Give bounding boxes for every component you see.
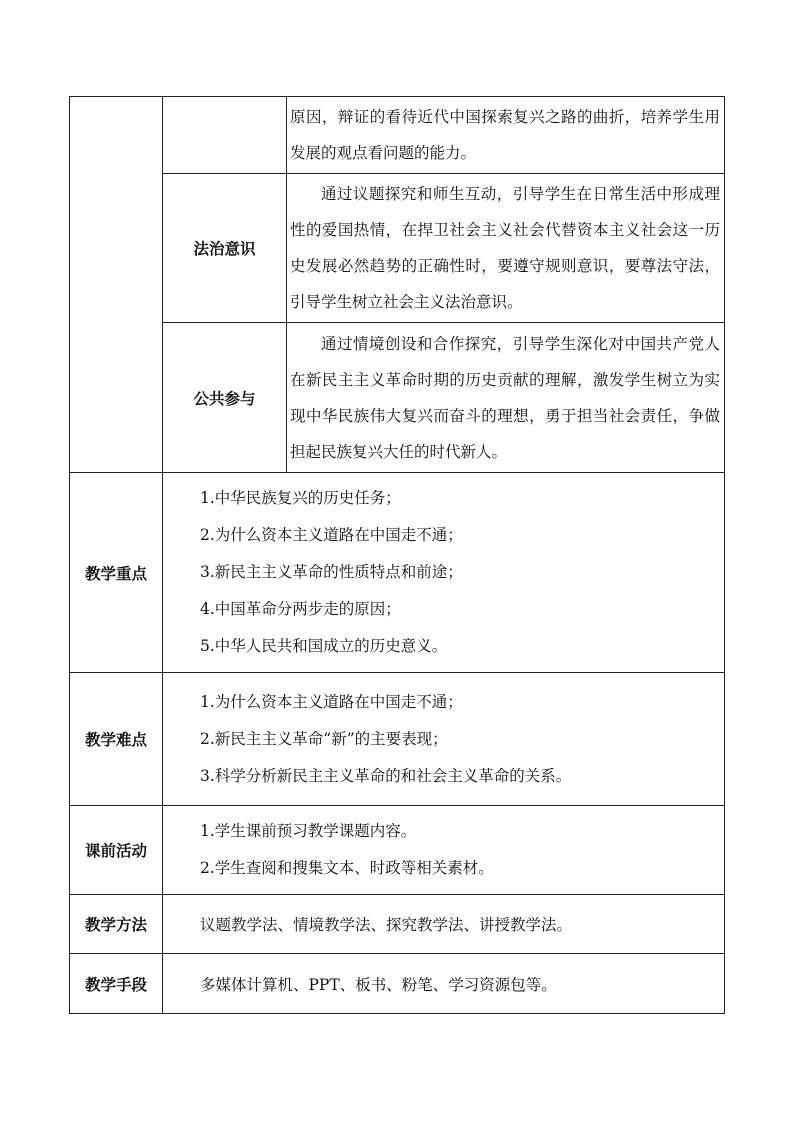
empty-category-cell xyxy=(70,97,163,473)
table-row xyxy=(70,673,725,806)
table-row xyxy=(70,174,725,323)
difficulties-list xyxy=(163,673,725,806)
list-item: 4.中国革命分两步走的原因； xyxy=(200,600,401,618)
methods-text: 议题教学法、情境教学法、探究教学法、讲授教学法。 xyxy=(163,895,725,954)
empty-subcategory-cell xyxy=(163,97,287,174)
list-item: 2.新民主主义革命“新”的主要表现； xyxy=(200,729,448,748)
rule-of-law-text: 通过议题探究和师生互动，引导学生在日常生活中形成理性的爱国热情，在捍卫社会主义社会代替资本主义社会这一历史发展必然趋势的正确性时，要遵守规则意识，要尊法守法，引导学生树立社会主义法治意识。 xyxy=(287,174,725,323)
table-row xyxy=(70,895,725,954)
list-item: 1.为什么资本主义道路在中国走不通； xyxy=(200,692,463,711)
label-means: 教学手段 xyxy=(70,954,163,1014)
label-methods: 教学方法 xyxy=(70,895,163,954)
table-row xyxy=(70,323,725,473)
list-item: 3.新民主主义革命的性质特点和前途； xyxy=(200,563,463,581)
label-public-participation: 公共参与 xyxy=(163,323,287,473)
row-text-continued: 原因，辩证的看待近代中国探索复兴之路的曲折，培养学生用发展的观点看问题的能力。 xyxy=(287,97,725,174)
key-points-list xyxy=(163,473,725,673)
public-participation-text: 通过情境创设和合作探究，引导学生深化对中国共产党人在新民主主义革命时期的历史贡献的理解，激发学生树立为实现中华民族伟大复兴而奋斗的理想，勇于担当社会责任，争做担起民族复兴大任的时代新人。 xyxy=(287,323,725,473)
list-item: 5.中华人民共和国成立的历史意义。 xyxy=(200,637,448,655)
table-row xyxy=(70,473,725,673)
label-difficulties: 教学难点 xyxy=(70,673,163,806)
list-item: 1.中华民族复兴的历史任务； xyxy=(200,489,401,507)
lesson-plan-table xyxy=(69,96,725,1014)
pre-class-list xyxy=(163,806,725,895)
list-item: 2.学生查阅和搜集文本、时政等相关素材。 xyxy=(200,859,494,877)
label-key-points: 教学重点 xyxy=(70,473,163,673)
table-row xyxy=(70,806,725,895)
means-text: 多媒体计算机、PPT、板书、粉笔、学习资源包等。 xyxy=(163,954,725,1014)
label-rule-of-law: 法治意识 xyxy=(163,174,287,323)
list-item: 2.为什么资本主义道路在中国走不通； xyxy=(200,526,463,544)
table-row xyxy=(70,954,725,1014)
list-item: 3.科学分析新民主主义革命的和社会主义革命的关系。 xyxy=(200,766,572,785)
table-row xyxy=(70,97,725,174)
label-pre-class: 课前活动 xyxy=(70,806,163,895)
list-item: 1.学生课前预习教学课题内容。 xyxy=(200,822,417,840)
